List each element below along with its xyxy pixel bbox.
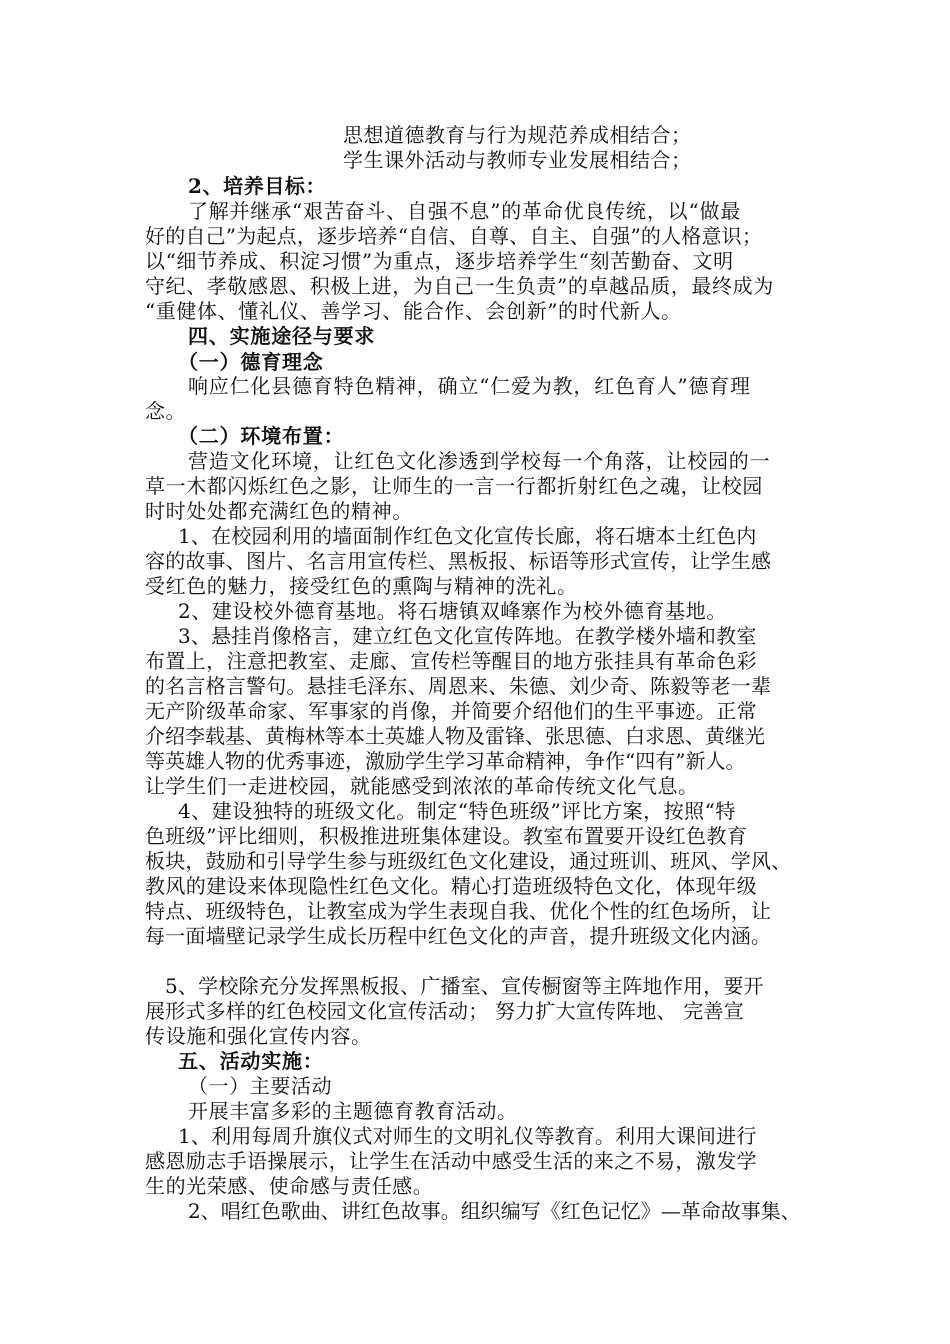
text-line: 感恩励志手语操展示，让学生在活动中感受生活的来之不易，激发学 — [145, 1149, 757, 1173]
text-line: 4、建设独特的班级文化。制定“特色班级”评比方案，按照“特 — [178, 799, 736, 823]
section-heading: （二）环境布置： — [178, 424, 345, 448]
text-line: 以“细节养成、积淀习惯”为重点，逐步培养学生“刻苦勤奋、文明 — [145, 249, 734, 273]
text-line: 介绍李载基、黄梅林等本土英雄人物及雷锋、张思德、白求恩、黄继光 — [145, 724, 765, 748]
text-line: 生的光荣感、使命感与责任感。 — [145, 1174, 434, 1198]
text-line: 营造文化环境，让红色文化渗透到学校每一个角落，让校园的一 — [188, 449, 771, 473]
text-line: 开展丰富多彩的主题德育教育活动。 — [188, 1099, 518, 1123]
text-line: 让学生们一走进校园，就能感受到浓浓的革命传统文化气息。 — [145, 774, 699, 798]
text-line: 每一面墙壁记录学生成长历程中红色文化的声音，提升班级文化内涵。 — [145, 924, 772, 948]
text-line: 学生课外活动与教师专业发展相结合； — [343, 148, 692, 172]
text-line: 1、在校园利用的墙面制作红色文化宣传长廊，将石塘本土红色内 — [178, 524, 757, 548]
text-line: 5、学校除充分发挥黑板报、广播室、宣传橱窗等主阵地作用，要开 — [165, 974, 764, 998]
text-line: 特点、班级特色，让教室成为学生表现自我、优化个性的红色场所，让 — [145, 899, 772, 923]
text-line: “重健体、懂礼仪、善学习、能合作、会创新”的时代新人。 — [145, 299, 682, 323]
text-line: 好的自己”为起点，逐步培养“自信、自尊、自主、自强”的人格意识； — [145, 224, 763, 248]
section-heading: 四、实施途径与要求 — [188, 324, 376, 348]
text-line: 思想道德教育与行为规范养成相结合； — [343, 123, 692, 147]
text-line: 展形式多样的红色校园文化宣传活动； 努力扩大宣传阵地、 完善宣 — [145, 999, 744, 1023]
text-line: （一）主要活动 — [188, 1074, 333, 1098]
section-heading: 五、活动实施： — [178, 1049, 324, 1073]
text-line: 色班级”评比细则，积极推进班集体建设。教室布置要开设红色教育 — [145, 824, 748, 848]
text-line: 传设施和强化宣传内容。 — [145, 1024, 372, 1048]
text-line: 布置上，注意把教室、走廊、宣传栏等醒目的地方张挂具有革命色彩 — [145, 649, 757, 673]
text-line: 2、唱红色歌曲、讲红色故事。组织编写《红色记忆》—革命故事集、 — [188, 1199, 801, 1223]
text-line: 1、利用每周升旗仪式对师生的文明礼仪等教育。利用大课间进行 — [178, 1124, 757, 1148]
text-line: 等英雄人物的优秀事迹，激励学生学习革命精神，争作“四有”新人。 — [145, 749, 746, 773]
text-line: 念。 — [145, 399, 186, 423]
text-line: 时时处处都充满红色的精神。 — [145, 499, 413, 523]
section-heading: （一）德育理念 — [178, 350, 324, 374]
text-line: 容的故事、图片、名言用宣传栏、黑板报、标语等形式宣传，让学生感 — [145, 549, 772, 573]
text-line: 守纪、孝敬感恩、积极上进，为自己一生负责”的卓越品质，最终成为 — [145, 274, 774, 298]
text-line: 教风的建设来体现隐性红色文化。精心打造班级特色文化，体现年级 — [145, 874, 757, 898]
text-line: 2、建设校外德育基地。将石塘镇双峰寨作为校外德育基地。 — [178, 599, 727, 623]
text-line: 草一木都闪烁红色之影，让师生的一言一行都折射红色之魂，让校园 — [145, 474, 763, 498]
text-line: 的名言格言警句。悬挂毛泽东、周恩来、朱德、刘少奇、陈毅等老一辈 — [145, 674, 772, 698]
text-line: 3、悬挂肖像格言，建立红色文化宣传阵地。在教学楼外墙和教室 — [178, 624, 757, 648]
section-heading: 2、培养目标： — [188, 174, 327, 198]
text-line: 了解并继承“艰苦奋斗、自强不息”的革命优良传统，以“做最 — [188, 199, 742, 223]
text-line: 无产阶级革命家、军事家的肖像，并简要介绍他们的生平事迹。正常 — [145, 699, 757, 723]
text-line: 板块，鼓励和引导学生参与班级红色文化建设，通过班训、班风、学风、 — [145, 849, 792, 873]
text-line: 受红色的魅力，接受红色的熏陶与精神的洗礼。 — [145, 574, 578, 598]
text-line: 响应仁化县德育特色精神，确立“仁爱为教，红色育人”德育理 — [188, 374, 751, 398]
